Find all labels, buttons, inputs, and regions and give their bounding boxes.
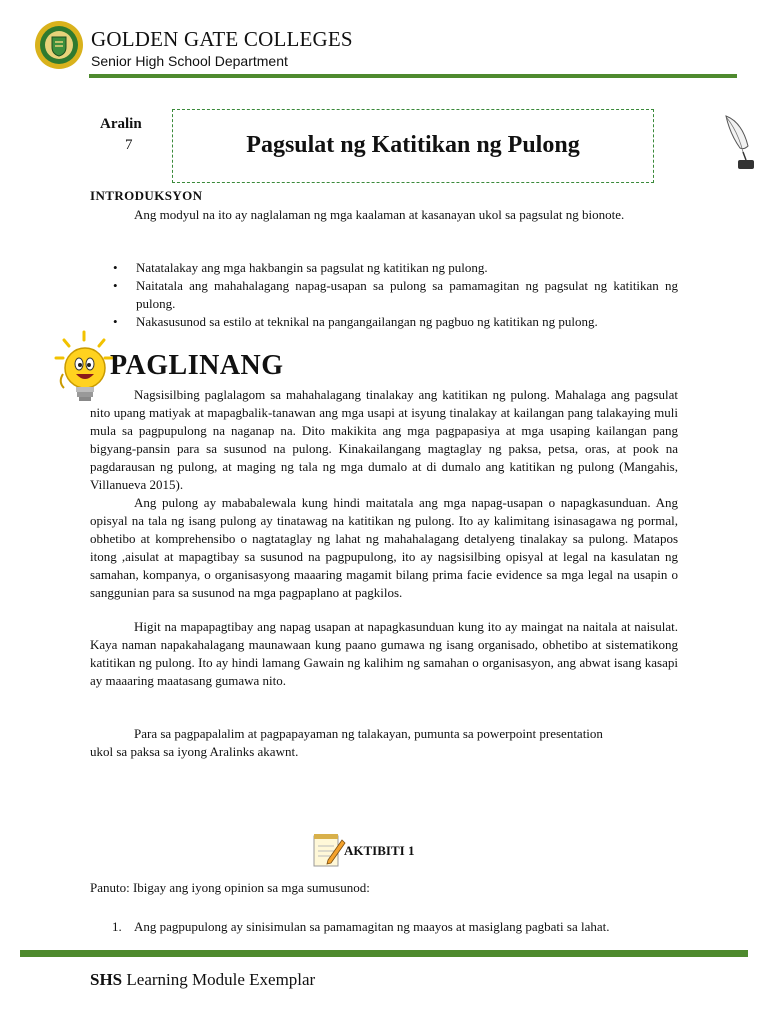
quill-pen-icon — [722, 112, 758, 172]
activity-instructions: Panuto: Ibigay ang iyong opinion sa mga sumusunod: — [90, 880, 370, 895]
lesson-label: Aralin — [100, 116, 142, 132]
objective-text: Naitatala ang mahahalagang napag-usapan sa pulong sa pamamagitan ng pagsulat ng katitikan ng pulong. — [136, 278, 678, 311]
header-divider — [89, 74, 737, 78]
section-heading-paglinang: PAGLINANG — [110, 350, 284, 381]
list-item: • Naitatala ang mahahalagang napag-usapan sa pulong sa pamamagitan ng pagsulat ng katitikan ng pulong. — [113, 278, 678, 311]
footer-text — [90, 970, 315, 990]
objectives-list — [110, 259, 678, 331]
paragraph: Higit na mapapagtibay ang napag usapan at napagkasunduan kung ito ay maingat na naitala at naisulat. Kaya naman napakahalagang maunawaan kung paano gumawa ng isang organisado, obhetibo at sistematikong katitikan ng pulong. Ito ay hindi lamang Gawain ng kalihim ng samahan o organisasyon, ang abwat isang kasapi ay maaaring maatasang gumawa nito. — [90, 619, 678, 688]
objective-text: Nakasusunod sa estilo at teknikal na pangangailangan ng pagbuo ng katitikan ng pulong. — [136, 314, 598, 329]
list-item: • Nakasusunod sa estilo at teknikal na pangangailangan ng pagbuo ng katitikan ng pulong. — [113, 314, 598, 329]
school-logo-seal — [34, 20, 84, 70]
notepad-pencil-icon — [312, 832, 346, 868]
paragraph: Para sa pagpapalalim at pagpapayaman ng talakayan, pumunta sa powerpoint presentation ukol sa paksa sa iyong Aralinks akawnt. — [90, 726, 603, 759]
question-number: 1. — [112, 919, 122, 934]
intro-heading: INTRODUKSYON — [90, 188, 203, 203]
question-list — [90, 918, 678, 936]
question-text: Ang pagpupulong ay sinisimulan sa pamamagitan ng maayos at masiglang pagbati sa lahat. — [134, 919, 610, 934]
paragraph: Nagsisilbing paglalagom sa mahahalagang tinalakay ang katitikan ng pulong. Mahalaga ang pagsulat nito upang matiyak at mapagbalik-tanawan ang mga usapi at isyung tinalakay at kailangan pang talakaying muli mula sa pagpupulong na naganap na. Dito makikita ang mga pagpapasiya at mga usaping kailangan pang bigyang-pansin para sa susunod na pulong. Kinakailangang magtaglay ng paksa, petsa, oras, at pook na pagdarausan ng pulong, at maging ng tala ng mga dumalo at di dumalo ang katitikan ng pulong (Mangahis, Villanueva 2015). — [90, 387, 678, 492]
paragraph: Ang pulong ay mababalewala kung hindi maitatala ang mga napag-usapan o napagkasunduan. Ang opisyal na tala ng isang pulong ay tinatawag na katitikan ng pulong. Ito ay kalimitang isinasagawa ng pormal, obhetibo at komprehensibo o nagtataglay ng lahat ng mahahalagang detalyeng tinalakay sa pulong. Matapos itong ,aisulat at mapagtibay sa susunod na pagpupulong, ito ay nagsisilbing opisyal at legal na kasulatan ng samahan, kompanya, o organisasyong maaaring magamit bilang prima facie evidence sa mga legal na usapin o sanggunian para sa susunod na mga pagpaplano at pagkilos. — [90, 495, 678, 600]
activity-title: AKTIBITI 1 — [344, 843, 415, 858]
school-department: Senior High School Department — [91, 53, 288, 69]
list-item: • Natatalakay ang mga hakbangin sa pagsulat ng katitikan ng pulong. — [113, 260, 488, 275]
intro-text: Ang modyul na ito ay naglalaman ng mga kaalaman at kasanayan ukol sa pagsulat ng bionote. — [134, 207, 625, 222]
lesson-title: Pagsulat ng Katitikan ng Pulong — [246, 132, 580, 158]
list-item — [90, 918, 678, 936]
footer-divider — [20, 950, 748, 957]
lesson-number: 7 — [125, 137, 133, 153]
footer-label: Learning Module Exemplar — [126, 970, 316, 989]
footer-bold: SHS — [90, 970, 123, 989]
objective-text: Natatalakay ang mga hakbangin sa pagsulat ng katitikan ng pulong. — [136, 260, 488, 275]
school-name: GOLDEN GATE COLLEGES — [91, 27, 353, 51]
